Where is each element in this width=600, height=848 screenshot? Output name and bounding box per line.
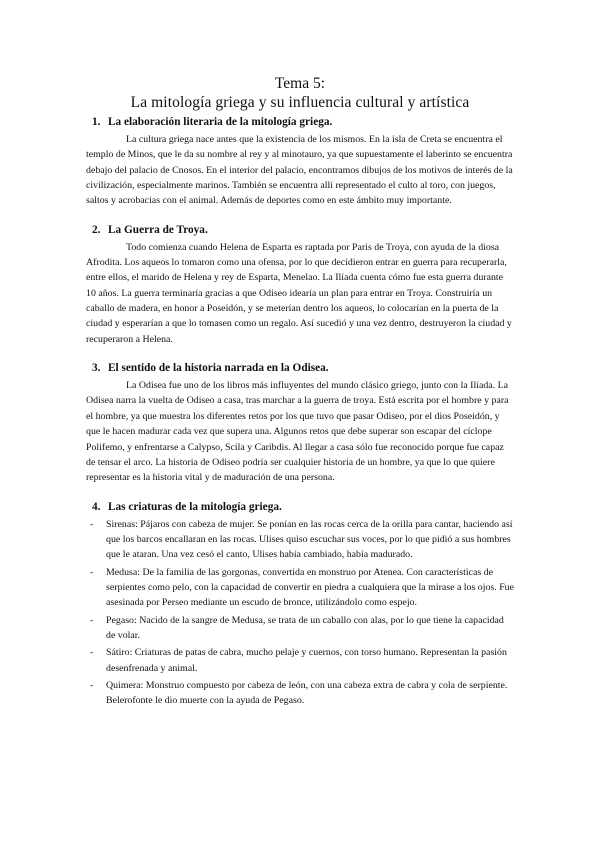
list-item — [86, 565, 514, 611]
section-title: El sentido de la historia narrada en la Odisea. — [108, 362, 329, 375]
section-paragraph: La cultura griega nace antes que la existencia de los mismos. En la isla de Creta se encuentra el templo de Minos, que le da su nombre al rey y al minotauro, ya que supuestamente el laberinto se encuentra debajo del palacio de Cnosos. En el interior del palacio, encontramos dibujos de los motivos de interés de la civilización, especialmente marinos. También se encuentra allí representado el culto al toro, con juegos, saltos y acrobacias con el animal. Además de deportes como en este ámbito muy importante. — [86, 134, 513, 207]
section-title: La elaboración literaria de la mitología griega. — [108, 116, 333, 128]
section-number: 4. — [92, 500, 101, 513]
section-heading — [86, 223, 514, 238]
section-title: Las criaturas de la mitología griega. — [108, 500, 282, 513]
list-item-text: Quimera: Monstruo compuesto por cabeza de león, con una cabeza extra de cabra y cola de serpiente. Belerofonte le dio muerte con la ayuda de Pegaso. — [106, 679, 508, 707]
section-1 — [86, 115, 514, 209]
list-item-text: Medusa: De la familia de las gorgonas, convertida en monstruo por Atenea. Con características de serpientes como pelo, con la capacidad de convertir en piedra a cualquiera que la mirase a los ojos. Fue asesinada por Perseo mediante un escudo de bronce, utilizándolo como espejo. — [106, 566, 515, 609]
list-dash: - — [90, 518, 94, 530]
list-item-text: Sátiro: Criaturas de patas de cabra, mucho pelaje y cuernos, con torso humano. Representan la pasión desenfrenada y animal. — [106, 647, 507, 674]
list-dash: - — [90, 679, 94, 691]
section-heading — [86, 500, 514, 515]
section-paragraph: La Odisea fue uno de los libros más influyentes del mundo clásico griego, junto con la Ilíada. La Odisea narra la vuelta de Odiseo a casa, tras marchar a la guerra de troya. Está escrita por el hombre y para el hombre, ya que muestra los diferentes retos por los que tuvo que pasar Odiseo, por el dios Poseidón, y que le hacen madurar cada vez que supera una. Algunos retos que debe superar son escapar del cíclope Polifemo, y enfrentarse a Calypso, Scila y Caribdis. Al llegar a casa sólo fue reconocido porque fue capaz de tensar el arco. La historia de Odiseo podría ser cualquier historia de un hombre, ya que lo que quiere representar es la historia vital y de maduración de una persona. — [86, 380, 509, 484]
document-title: Tema 5: — [274, 75, 326, 92]
list-item — [86, 517, 514, 563]
section-heading — [86, 115, 514, 130]
section-3 — [86, 361, 514, 485]
section-2 — [86, 223, 514, 347]
section-paragraph: Todo comienza cuando Helena de Esparta es raptada por Paris de Troya, con ayuda de la diosa Afrodita. Los aqueos lo tomaron como una ofensa, por lo que decidieron entrar en guerra para recuperarla, entre ellos, el marido de Helena y rey de Esparta, Menelao. La Ilíada cuenta cómo fue esta guerra durante 10 años. La guerra terminaría gracias a que Odiseo idearía un plan para entrar en Troya. Construiría un caballo de madera, en honor a Poseidón, y se meterían dentro los aqueos, lo colocarían en la puerta de la ciudad y esperarían a que lo tomasen como un regalo. Así sucedió y una vez dentro, destruyeron la ciudad y recuperaron a Helena. — [86, 241, 512, 345]
list-dash: - — [90, 566, 94, 578]
list-dash: - — [90, 614, 94, 626]
section-heading — [86, 361, 514, 376]
section-number: 2. — [92, 223, 101, 236]
creature-list — [86, 517, 514, 709]
section-number: 3. — [92, 362, 101, 375]
list-item-text: Pegaso: Nacido de la sangre de Medusa, se trata de un caballo con alas, por lo que tiene la capacidad de volar. — [106, 614, 504, 641]
list-item — [86, 678, 514, 709]
section-title: La Guerra de Troya. — [108, 223, 208, 236]
document-subtitle: La mitología griega y su influencia cultural y artística — [130, 94, 470, 111]
section-number: 1. — [92, 116, 101, 128]
list-dash: - — [90, 647, 94, 659]
list-item-text: Sirenas: Pájaros con cabeza de mujer. Se ponían en las rocas cerca de la orilla para cantar, haciendo así que los barcos encallaran en las rocas. Ulises quiso escuchar sus voces, por lo que pidió a sus hombres que le ataran. Una vez cesó el canto, Ulises había cambiado, había madurado. — [106, 518, 513, 561]
section-4 — [86, 500, 514, 709]
list-item — [86, 613, 514, 644]
list-item — [86, 645, 514, 676]
